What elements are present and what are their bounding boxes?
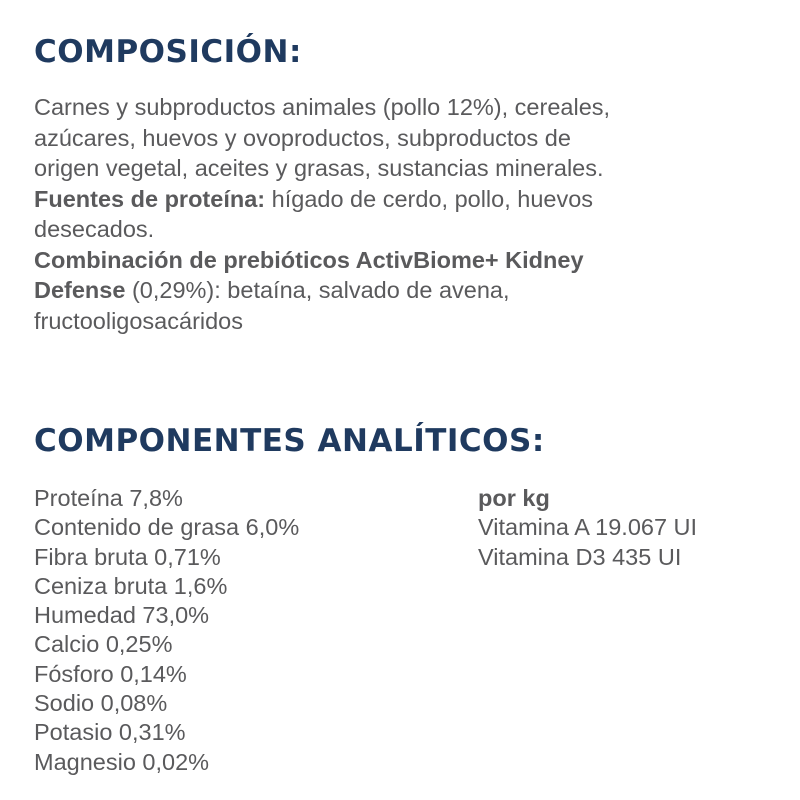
composition-line: origen vegetal, aceites y grasas, sustancias minerales.	[34, 155, 604, 181]
prebiotic-line-2	[34, 275, 774, 306]
composition-line: azúcares, huevos y ovoproductos, subproductos de	[34, 124, 571, 151]
protein-sources-text: hígado de cerdo, pollo, huevos	[265, 185, 594, 212]
composition-line: Carnes y subproductos animales (pollo 12%), cereales,	[34, 94, 611, 120]
analytical-item: Fósforo 0,14%	[34, 660, 187, 687]
protein-sources-line-2: desecados.	[34, 216, 155, 242]
analytical-item: Sodio 0,08%	[34, 690, 168, 717]
analytical-item: Calcio 0,25%	[34, 631, 173, 658]
vitamin-item: Vitamina D3 435 UI	[478, 543, 682, 570]
analytical-item: Magnesio 0,02%	[34, 748, 210, 775]
analytical-heading: COMPONENTES ANALÍTICOS:	[34, 423, 545, 459]
analytical-item: Proteína 7,8%	[34, 485, 183, 511]
protein-sources-line	[34, 184, 774, 215]
analytical-item: Potasio 0,31%	[34, 719, 186, 746]
prebiotic-text: (0,29%): betaína, salvado de avena,	[125, 277, 510, 303]
vitamin-item: Vitamina A 19.067 UI	[478, 514, 698, 541]
prebiotic-line-3: fructooligosacáridos	[34, 307, 243, 334]
vitamin-list	[478, 484, 697, 572]
composition-text	[34, 92, 774, 336]
per-kg-label: por kg	[478, 485, 550, 511]
analytical-item: Contenido de grasa 6,0%	[34, 514, 300, 541]
analytical-item: Humedad 73,0%	[34, 602, 210, 629]
prebiotic-line	[34, 245, 774, 276]
prebiotic-label: Combinación de prebióticos ActivBiome+ Kidney	[34, 246, 584, 273]
analytical-item: Ceniza bruta 1,6%	[34, 572, 228, 599]
composition-heading: COMPOSICIÓN:	[34, 34, 302, 70]
prebiotic-label-2: Defense	[34, 277, 126, 303]
analytical-item: Fibra bruta 0,71%	[34, 543, 221, 570]
protein-sources-label: Fuentes de proteína:	[34, 185, 266, 212]
analytical-list	[34, 484, 299, 777]
